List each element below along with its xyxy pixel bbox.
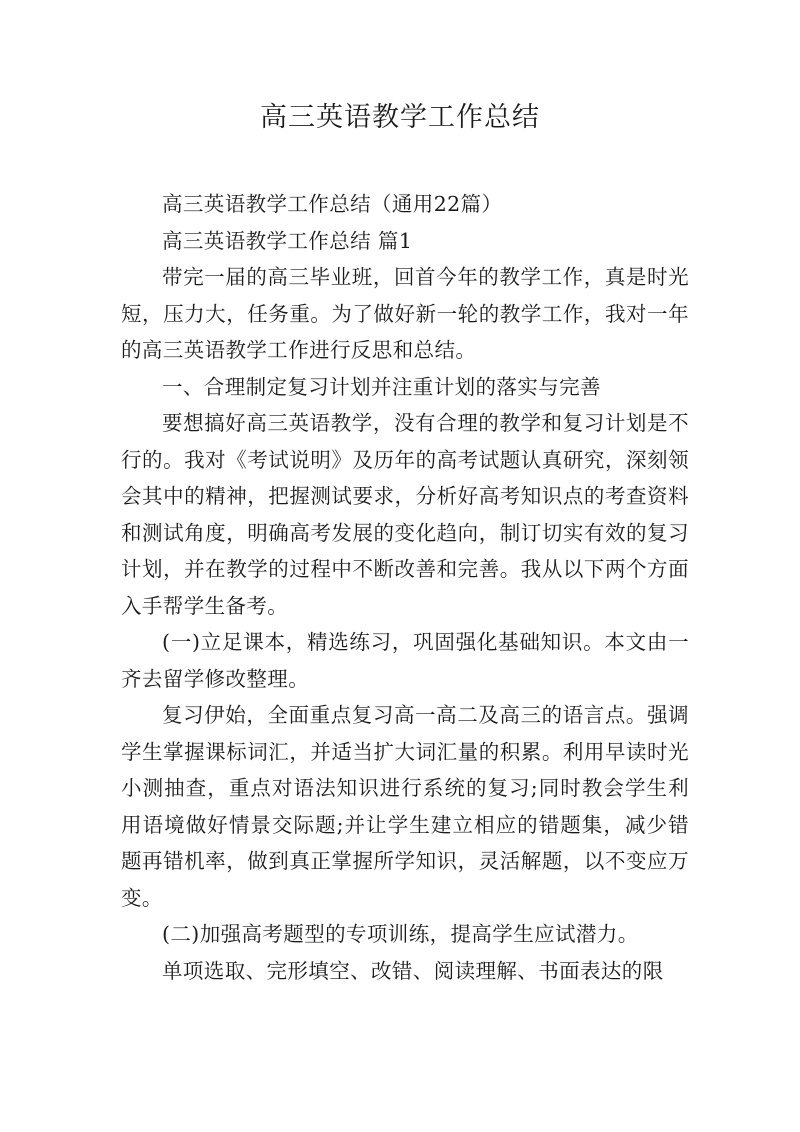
paragraph-heading: 一、合理制定复习计划并注重计划的落实与完善 bbox=[162, 374, 601, 399]
document-title: 高三英语教学工作总结 bbox=[260, 102, 540, 133]
paragraph-section-heading: 高三英语教学工作总结 篇1 bbox=[162, 228, 413, 253]
paragraph: (一)立足课本，精选练习，巩固强化基础知识。本文由一齐去留学修改整理。 bbox=[121, 630, 689, 691]
paragraph-subtitle: 高三英语教学工作总结（通用22篇） bbox=[162, 192, 503, 216]
paragraph: 复习伊始，全面重点复习高一高二及高三的语言点。强调学生掌握课标词汇，并适当扩大词汇量的积累。利用早读时光小测抽查，重点对语法知识进行系统的复习;同时教会学生利用语境做好情景交际题;并让学生建立相应的错题集，减少错题再错机率，做到真正掌握所学知识，灵活解题，以不变应万变。 bbox=[121, 703, 689, 910]
paragraph: 单项选取、完形填空、改错、阅读理解、书面表达的限 bbox=[162, 958, 664, 983]
document-body bbox=[121, 186, 689, 989]
paragraph: 要想搞好高三英语教学，没有合理的教学和复习计划是不行的。我对《考试说明》及历年的高考试题认真研究，深刻领会其中的精神，把握测试要求，分析好高考知识点的考查资料和测试角度，明确高考发展的变化趋向，制订切实有效的复习计划，并在教学的过程中不断改善和完善。我从以下两个方面入手帮学生备考。 bbox=[121, 411, 689, 618]
paragraph: (二)加强高考题型的专项训练，提高学生应试潜力。 bbox=[162, 922, 639, 946]
paragraph: 带完一届的高三毕业班，回首今年的教学工作，真是时光短，压力大，任务重。为了做好新一轮的教学工作，我对一年的高三英语教学工作进行反思和总结。 bbox=[121, 265, 689, 362]
